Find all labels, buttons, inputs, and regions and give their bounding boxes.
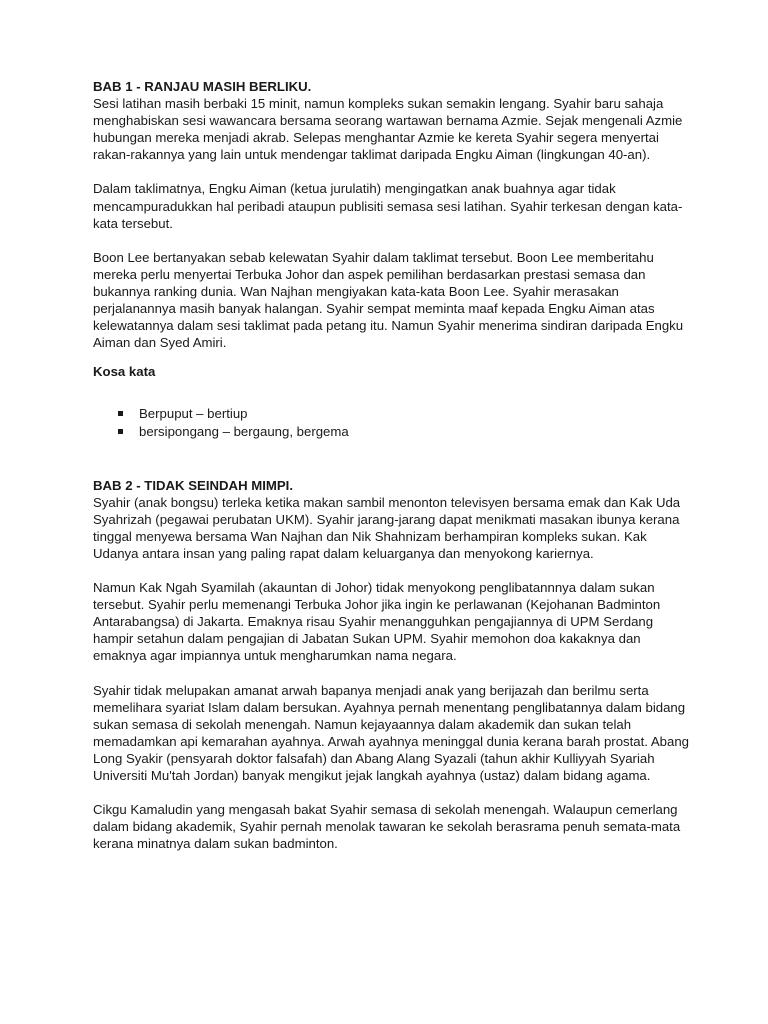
vocab-item-text: Berpuput – bertiup xyxy=(139,406,248,422)
bullet-icon xyxy=(118,429,123,434)
chapter1-paragraph: Sesi latihan masih berbaki 15 minit, namun kompleks sukan semakin lengang. Syahir baru sahaja menghabiskan sesi wawancara bersama seorang wartawan bernama Azmie. Sejak mengenali Azmie hubungan mereka menjadi akrab. Selepas menghantar Azmie ke kereta Syahir segera menyertai rakan-rakannya yang lain untuk mendengar taklimat daripada Engku Aiman (lingkungan 40-an). xyxy=(93,96,683,163)
spacer xyxy=(93,380,693,397)
vocab-heading: Kosa kata xyxy=(93,364,156,380)
vocab-item xyxy=(93,405,693,422)
spacer xyxy=(93,351,693,363)
spacer xyxy=(93,784,693,801)
chapter2-paragraph: Namun Kak Ngah Syamilah (akauntan di Johor) tidak menyokong penglibatannnya dalam sukan tersebut. Syahir perlu memenangi Terbuka Johor jika ingin ke perlawanan (Kejohanan Badminton Antarabangsa) di Jakarta. Emaknya risau Syahir menangguhkan pengajiannya di UPM Serdang hampir setahun dalam pengajian di Jabatan Sukan UPM. Syahir memohon doa kakaknya dan emaknya agar impiannya untuk mengharumkan nama negara. xyxy=(93,580,661,664)
vocab-item xyxy=(93,423,693,440)
spacer xyxy=(93,440,693,457)
spacer xyxy=(93,562,693,579)
chapter2-paragraph: Cikgu Kamaludin yang mengasah bakat Syahir semasa di sekolah menengah. Walaupun cemerlang dalam bidang akademik, Syahir pernah menolak tawaran ke sekolah berasrama penuh semata-mata kerana minatnya dalam sukan badminton. xyxy=(93,802,681,852)
document-page xyxy=(93,78,693,852)
vocab-list xyxy=(93,405,693,439)
spacer xyxy=(93,163,693,180)
chapter1-paragraph: Boon Lee bertanyakan sebab kelewatan Syahir dalam taklimat tersebut. Boon Lee memberitahu mereka perlu menyertai Terbuka Johor dan aspek pemilihan berdasarkan prestasi semasa dan bukannya ranking dunia. Wan Najhan mengiyakan kata-kata Boon Lee. Syahir merasakan perjalanannya masih banyak halangan. Syahir sempat meminta maaf kepada Engku Aiman atas kelewatannya dalam sesi taklimat pada petang itu. Namun Syahir menerima sindiran daripada Engku Aiman dan Syed Amiri. xyxy=(93,249,684,351)
bullet-icon xyxy=(118,411,123,416)
spacer xyxy=(93,665,693,682)
chapter1-paragraph: Dalam taklimatnya, Engku Aiman (ketua jurulatih) mengingatkan anak buahnya agar tidak mencampuradukkan hal peribadi ataupun publisiti semasa sesi latihan. Syahir terkesan dengan kata-kata tersebut. xyxy=(93,181,683,231)
chapter2-paragraph: Syahir tidak melupakan amanat arwah bapanya menjadi anak yang berijazah dan berilmu serta memelihara syariat Islam dalam bersukan. Ayahnya pernah menentang penglibatannya dalam bidang sukan semasa di sekolah menengah. Namun kejayaannya dalam akademik dan sukan telah memadamkan api kemarahan ayahnya. Arwah ayahnya meninggal dunia kerana barah prostat. Abang Long Syakir (pensyarah doktor falsafah) dan Abang Alang Syazali (tahun akhir Kulliyyah Syariah Universiti Mu'tah Jordan) banyak mengikut jejak langkah ayahnya (ustaz) dalam bidang agama. xyxy=(93,682,690,783)
spacer xyxy=(93,457,693,477)
spacer xyxy=(93,232,693,249)
chapter1-heading: BAB 1 - RANJAU MASIH BERLIKU. xyxy=(93,79,312,94)
chapter2-paragraph: Syahir (anak bongsu) terleka ketika makan sambil menonton televisyen bersama emak dan Kak Uda Syahrizah (pegawai perubatan UKM). Syahir jarang-jarang dapat menikmati masakan ibunya kerana tinggal menyewa bersama Wan Najhan dan Nik Shahnizam berhampiran kompleks sukan. Kak Udanya antara insan yang paling rapat dalam keluarganya dan menyokong kariernya. xyxy=(93,494,681,561)
chapter2-heading: BAB 2 - TIDAK SEINDAH MIMPI. xyxy=(93,477,294,493)
spacer xyxy=(93,397,693,405)
vocab-item-text: bersipongang – bergaung, bergema xyxy=(139,423,349,439)
